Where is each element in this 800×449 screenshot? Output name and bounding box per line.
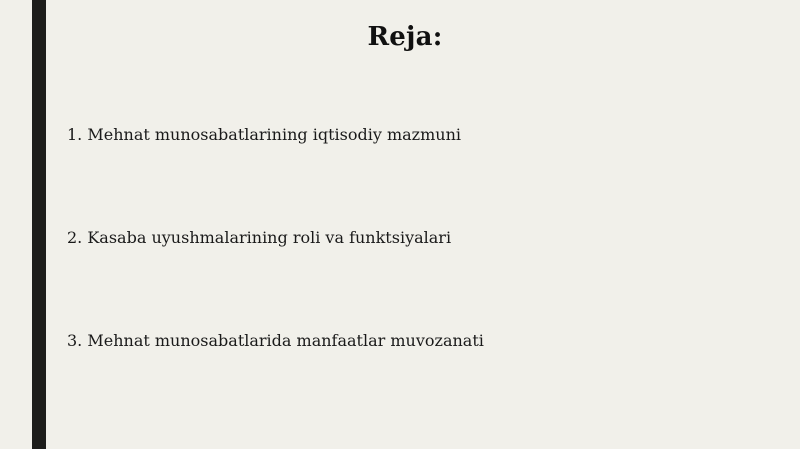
plan-item-2: 2. Kasaba uyushmalarining roli va funktsiyalari: [67, 228, 452, 247]
plan-item-1: 1. Mehnat munosabatlarining iqtisodiy mazmuni: [67, 125, 461, 144]
left-accent-bar: [32, 0, 46, 449]
plan-item-3: 3. Mehnat munosabatlarida manfaatlar muvozanati: [67, 331, 484, 350]
slide-title: Reja:: [367, 22, 443, 52]
